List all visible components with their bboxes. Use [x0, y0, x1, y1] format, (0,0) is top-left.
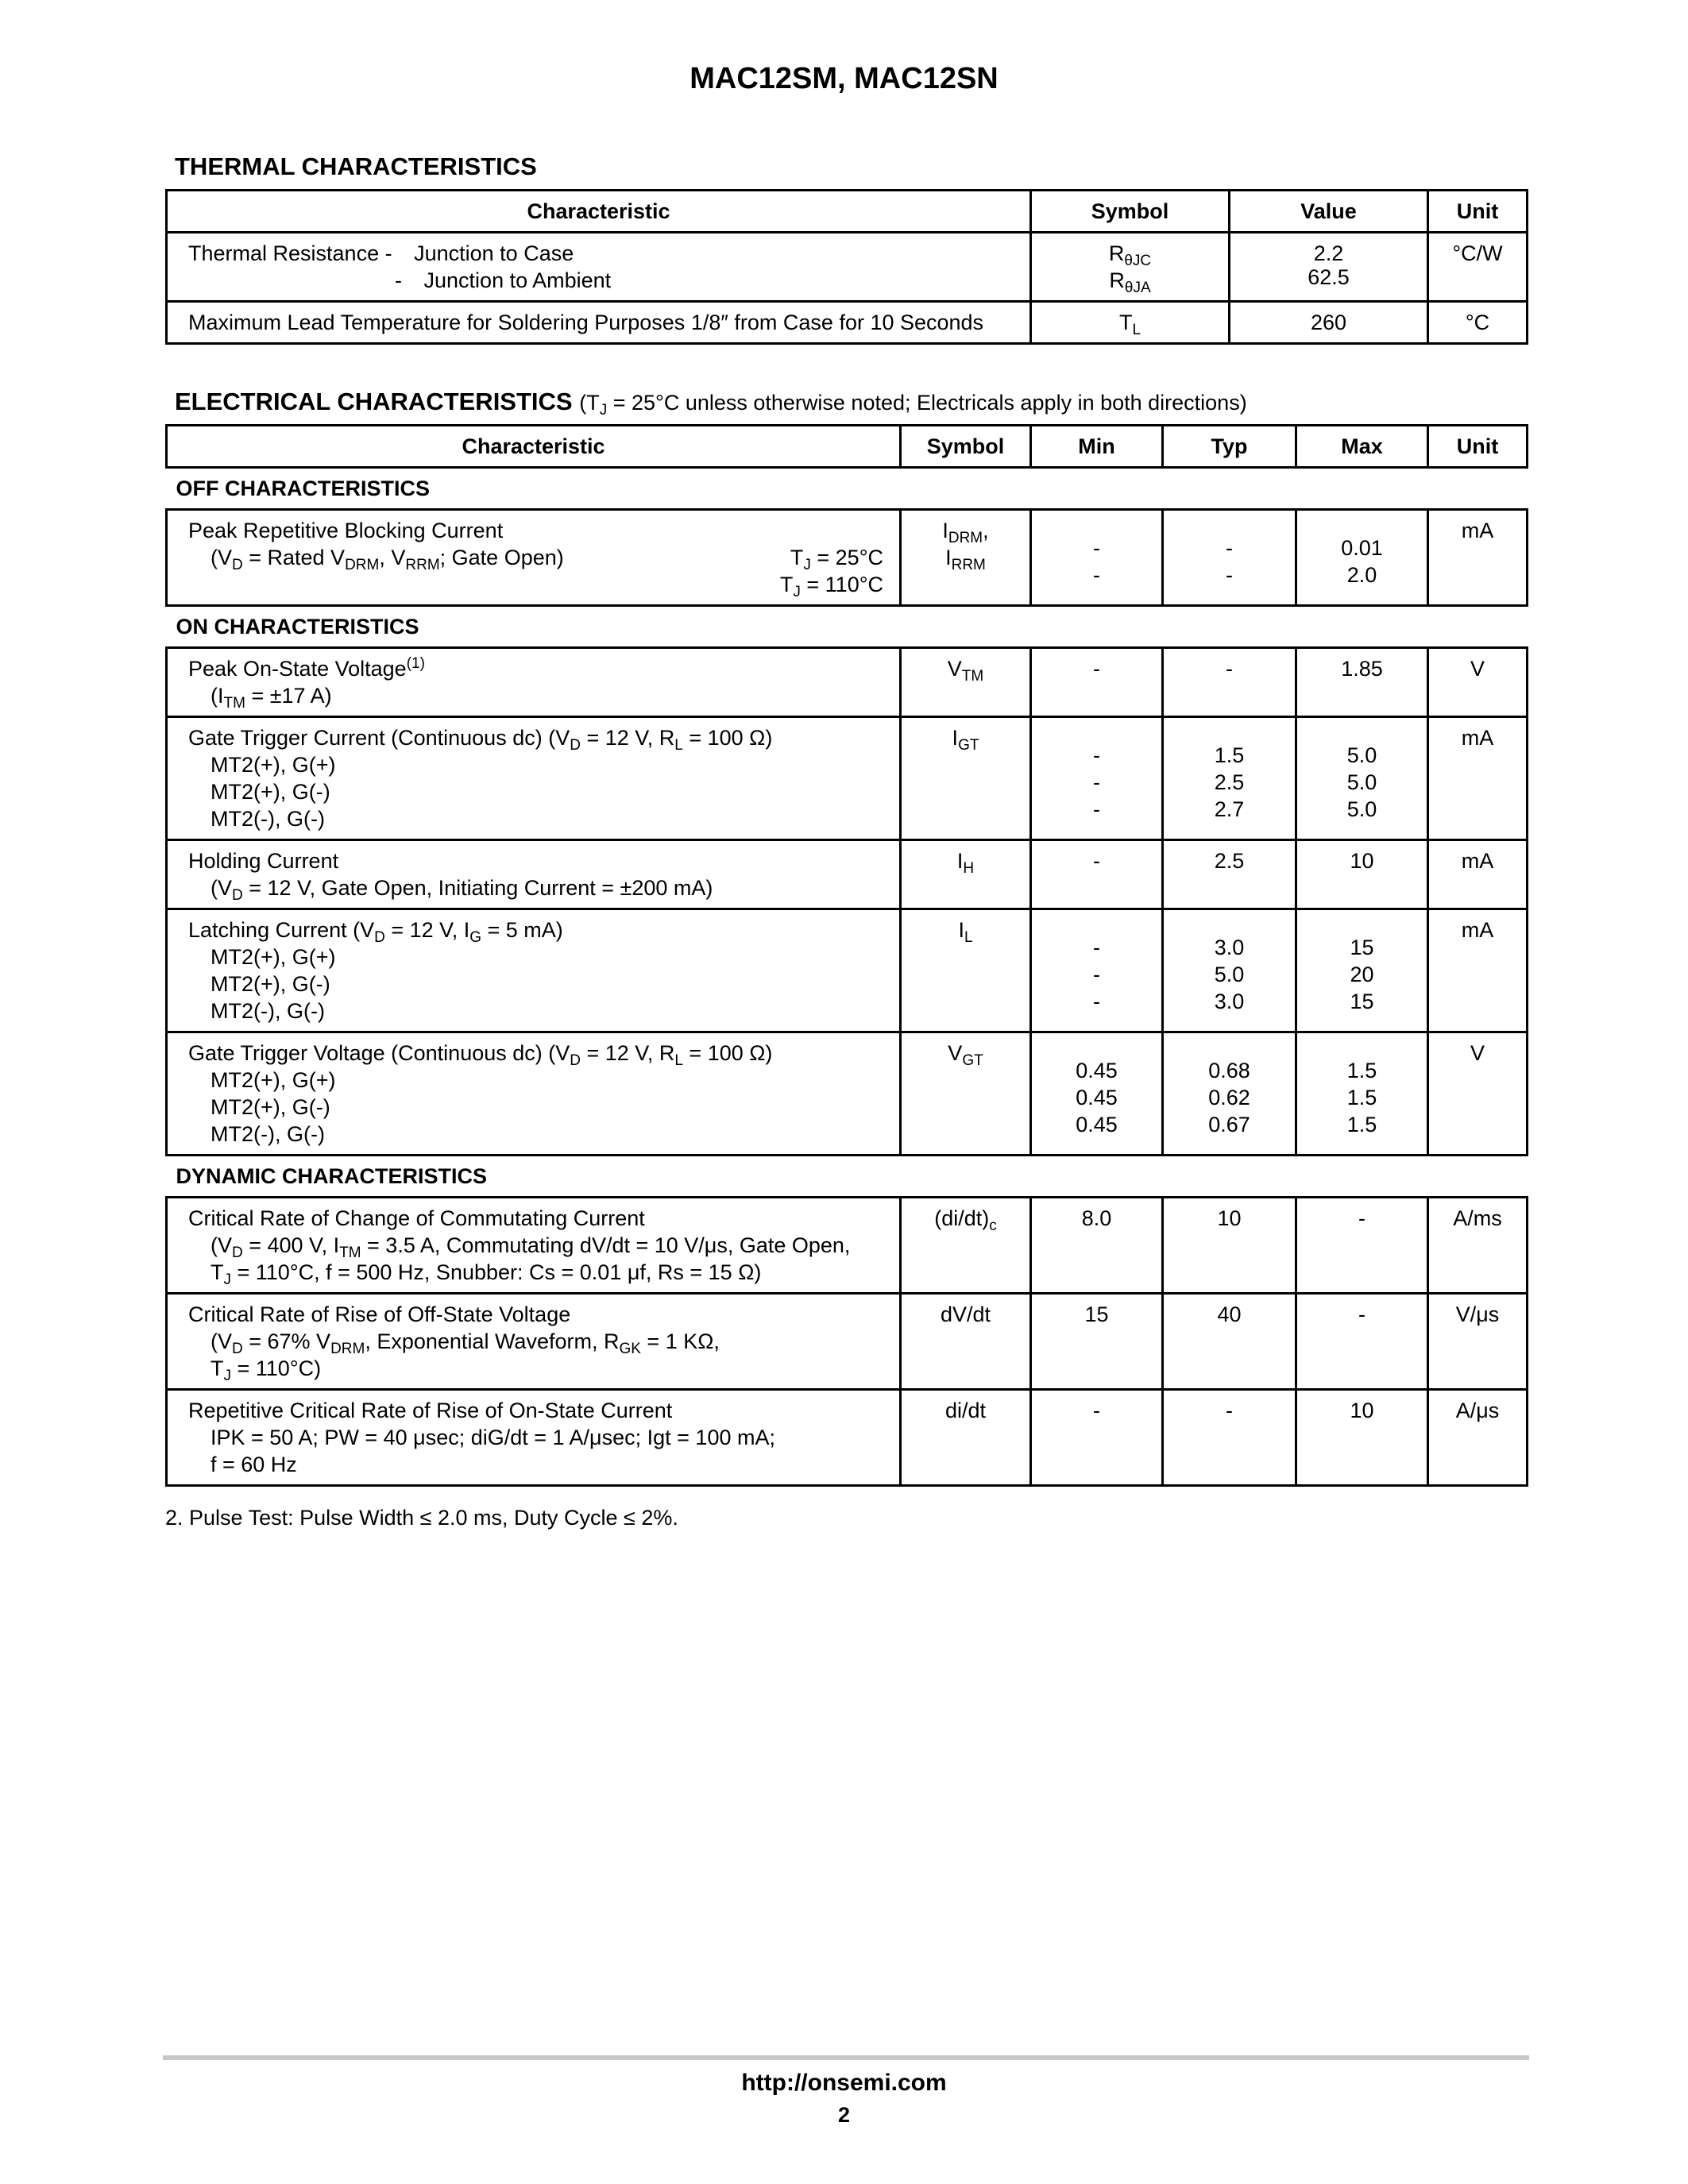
table-row — [167, 648, 1528, 717]
max-cell: 1.85 — [1296, 648, 1428, 717]
typ-cell: - - — [1163, 510, 1296, 606]
table-row — [167, 233, 1528, 302]
vgt-cell: Gate Trigger Voltage (Continuous dc) ($V_D = 12$ V, $R_L = 100$ Ω) MT2(+), G(+) MT2(+), G(-) MT2(-), G(-) — [167, 1032, 901, 1156]
symbol-cell: $I_H$ — [901, 840, 1031, 909]
lead-temp-cell: Maximum Lead Temperature for Soldering Purposes 1/8″ from Case for 10 Seconds — [167, 302, 1031, 344]
min-cell: 8.0 — [1031, 1198, 1163, 1294]
col-header: Characteristic — [167, 426, 901, 468]
col-header: Unit — [1428, 426, 1528, 468]
electrical-table — [165, 424, 1528, 1487]
symbol-cell: $V_{TM}$ — [901, 648, 1031, 717]
symbol-cell: $T_L$ — [1031, 302, 1230, 344]
unit-cell: °C/W — [1428, 233, 1528, 302]
table-row — [167, 1294, 1528, 1390]
page-title: MAC12SM, MAC12SN — [689, 62, 999, 95]
unit-cell: mA — [1428, 717, 1528, 840]
col-header: Symbol — [1031, 191, 1230, 233]
footnote: 2. Pulse Test: Pulse Width ≤ 2.0 ms, Duty Cycle ≤ 2%. — [165, 1506, 678, 1530]
min-cell: - — [1031, 648, 1163, 717]
unit-cell: A/ms — [1428, 1198, 1528, 1294]
unit-cell: mA — [1428, 510, 1528, 606]
unit-cell: V — [1428, 648, 1528, 717]
footer-url[interactable]: http://onsemi.com — [741, 2070, 947, 2096]
didt-c-cell: Critical Rate of Change of Commutating Current ($V_D = 400$ V, $I_{TM} = 3.5$ A, Commutating dV/dt = 10 V/μs, Gate Open, $T_J = 110^\circ C$, f = 500 Hz, Snubber: Cs = 0.01 μf, Rs = 15 Ω) — [167, 1198, 901, 1294]
footer-divider — [163, 2055, 1529, 2060]
unit-cell: °C — [1428, 302, 1528, 344]
vtm-cell: Peak On-State Voltage$^{(1)}$ ($I_{TM} = \pm 17$ A) — [167, 648, 901, 717]
max-cell: - — [1296, 1198, 1428, 1294]
min-cell: - - - — [1031, 717, 1163, 840]
col-header: Min — [1031, 426, 1163, 468]
max-cell: 1.5 1.5 1.5 — [1296, 1032, 1428, 1156]
value-cell: 2.2 62.5 — [1230, 233, 1428, 302]
thermal-section-title: THERMAL CHARACTERISTICS — [175, 152, 537, 180]
value-cell: 260 — [1230, 302, 1428, 344]
min-cell: 15 — [1031, 1294, 1163, 1390]
symbol-cell: di/dt — [901, 1390, 1031, 1486]
unit-cell: mA — [1428, 909, 1528, 1032]
table-row — [167, 909, 1528, 1032]
symbol-cell: $I_L$ — [901, 909, 1031, 1032]
unit-cell: V/μs — [1428, 1294, 1528, 1390]
symbol-cell: dV/dt — [901, 1294, 1031, 1390]
electrical-note: ($T_J = 25^\circ C$ unless otherwise noted; Electricals apply in both directions) — [579, 391, 1247, 419]
unit-cell: V — [1428, 1032, 1528, 1156]
dynamic-characteristics-header: DYNAMIC CHARACTERISTICS — [167, 1156, 1528, 1198]
table-row — [167, 1032, 1528, 1156]
max-cell: 15 20 15 — [1296, 909, 1428, 1032]
dvdt-cell: Critical Rate of Rise of Off-State Voltage ($V_D = 67\%$ $V_{DRM}$, Exponential Waveform, $R_{GK} = 1$ KΩ, $T_J = 110^\circ C$) — [167, 1294, 901, 1390]
col-header: Unit — [1428, 191, 1528, 233]
symbol-cell: $R_{\theta JC}$ $R_{\theta JA}$ — [1031, 233, 1230, 302]
min-cell: - - — [1031, 510, 1163, 606]
typ-cell: 40 — [1163, 1294, 1296, 1390]
table-row — [167, 717, 1528, 840]
max-cell: 10 — [1296, 840, 1428, 909]
unit-cell: mA — [1428, 840, 1528, 909]
table-row — [167, 1390, 1528, 1486]
typ-cell: 10 — [1163, 1198, 1296, 1294]
on-characteristics-header: ON CHARACTERISTICS — [167, 606, 1528, 648]
table-row — [167, 840, 1528, 909]
min-cell: - - - — [1031, 909, 1163, 1032]
col-header: Symbol — [901, 426, 1031, 468]
col-header: Characteristic — [167, 191, 1031, 233]
thermal-header-row — [167, 191, 1528, 233]
idrm-cell: Peak Repetitive Blocking Current ($V_D$ = Rated $V_{DRM}$, $V_{RRM}$; Gate Open) $T_J = 25^\circ C$ $T_J = 110^\circ C$ — [167, 510, 901, 606]
unit-cell: A/μs — [1428, 1390, 1528, 1486]
off-characteristics-header: OFF CHARACTERISTICS — [167, 468, 1528, 510]
table-row — [167, 302, 1528, 344]
max-cell: 10 — [1296, 1390, 1428, 1486]
ih-cell: Holding Current ($V_D = 12$ V, Gate Open, Initiating Current = ±200 mA) — [167, 840, 901, 909]
min-cell: - — [1031, 840, 1163, 909]
col-header: Max — [1296, 426, 1428, 468]
typ-cell: 0.68 0.62 0.67 — [1163, 1032, 1296, 1156]
symbol-cell: $I_{DRM}$, $I_{RRM}$ — [901, 510, 1031, 606]
electrical-section-title: ELECTRICAL CHARACTERISTICS ($T_J = 25^\circ C$ unless otherwise noted; Electricals apply in both directions) — [175, 388, 1247, 419]
il-cell: Latching Current ($V_D = 12$ V, $I_G = 5$ mA) MT2(+), G(+) MT2(+), G(-) MT2(-), G(-) — [167, 909, 901, 1032]
table-row — [167, 1198, 1528, 1294]
typ-cell: 3.0 5.0 3.0 — [1163, 909, 1296, 1032]
electrical-header-row — [167, 426, 1528, 468]
col-header: Value — [1230, 191, 1428, 233]
didt-cell: Repetitive Critical Rate of Rise of On-State Current IPK = 50 A; PW = 40 μsec; diG/dt = 1 A/μsec; Igt = 100 mA; f = 60 Hz — [167, 1390, 901, 1486]
thermal-resistance-cell: Thermal Resistance - Junction to Case - Junction to Ambient — [167, 233, 1031, 302]
igt-cell: Gate Trigger Current (Continuous dc) ($V_D = 12$ V, $R_L = 100$ Ω) MT2(+), G(+) MT2(+), G(-) MT2(-), G(-) — [167, 717, 901, 840]
col-header: Typ — [1163, 426, 1296, 468]
typ-cell: 2.5 — [1163, 840, 1296, 909]
table-row — [167, 510, 1528, 606]
symbol-cell: $I_{GT}$ — [901, 717, 1031, 840]
max-cell: - — [1296, 1294, 1428, 1390]
typ-cell: - — [1163, 648, 1296, 717]
max-cell: 0.01 2.0 — [1296, 510, 1428, 606]
min-cell: - — [1031, 1390, 1163, 1486]
symbol-cell: $V_{GT}$ — [901, 1032, 1031, 1156]
thermal-table — [165, 189, 1528, 345]
min-cell: 0.45 0.45 0.45 — [1031, 1032, 1163, 1156]
typ-cell: 1.5 2.5 2.7 — [1163, 717, 1296, 840]
typ-cell: - — [1163, 1390, 1296, 1486]
page-number: 2 — [837, 2103, 851, 2127]
max-cell: 5.0 5.0 5.0 — [1296, 717, 1428, 840]
symbol-cell: $(di/dt)_c$ — [901, 1198, 1031, 1294]
